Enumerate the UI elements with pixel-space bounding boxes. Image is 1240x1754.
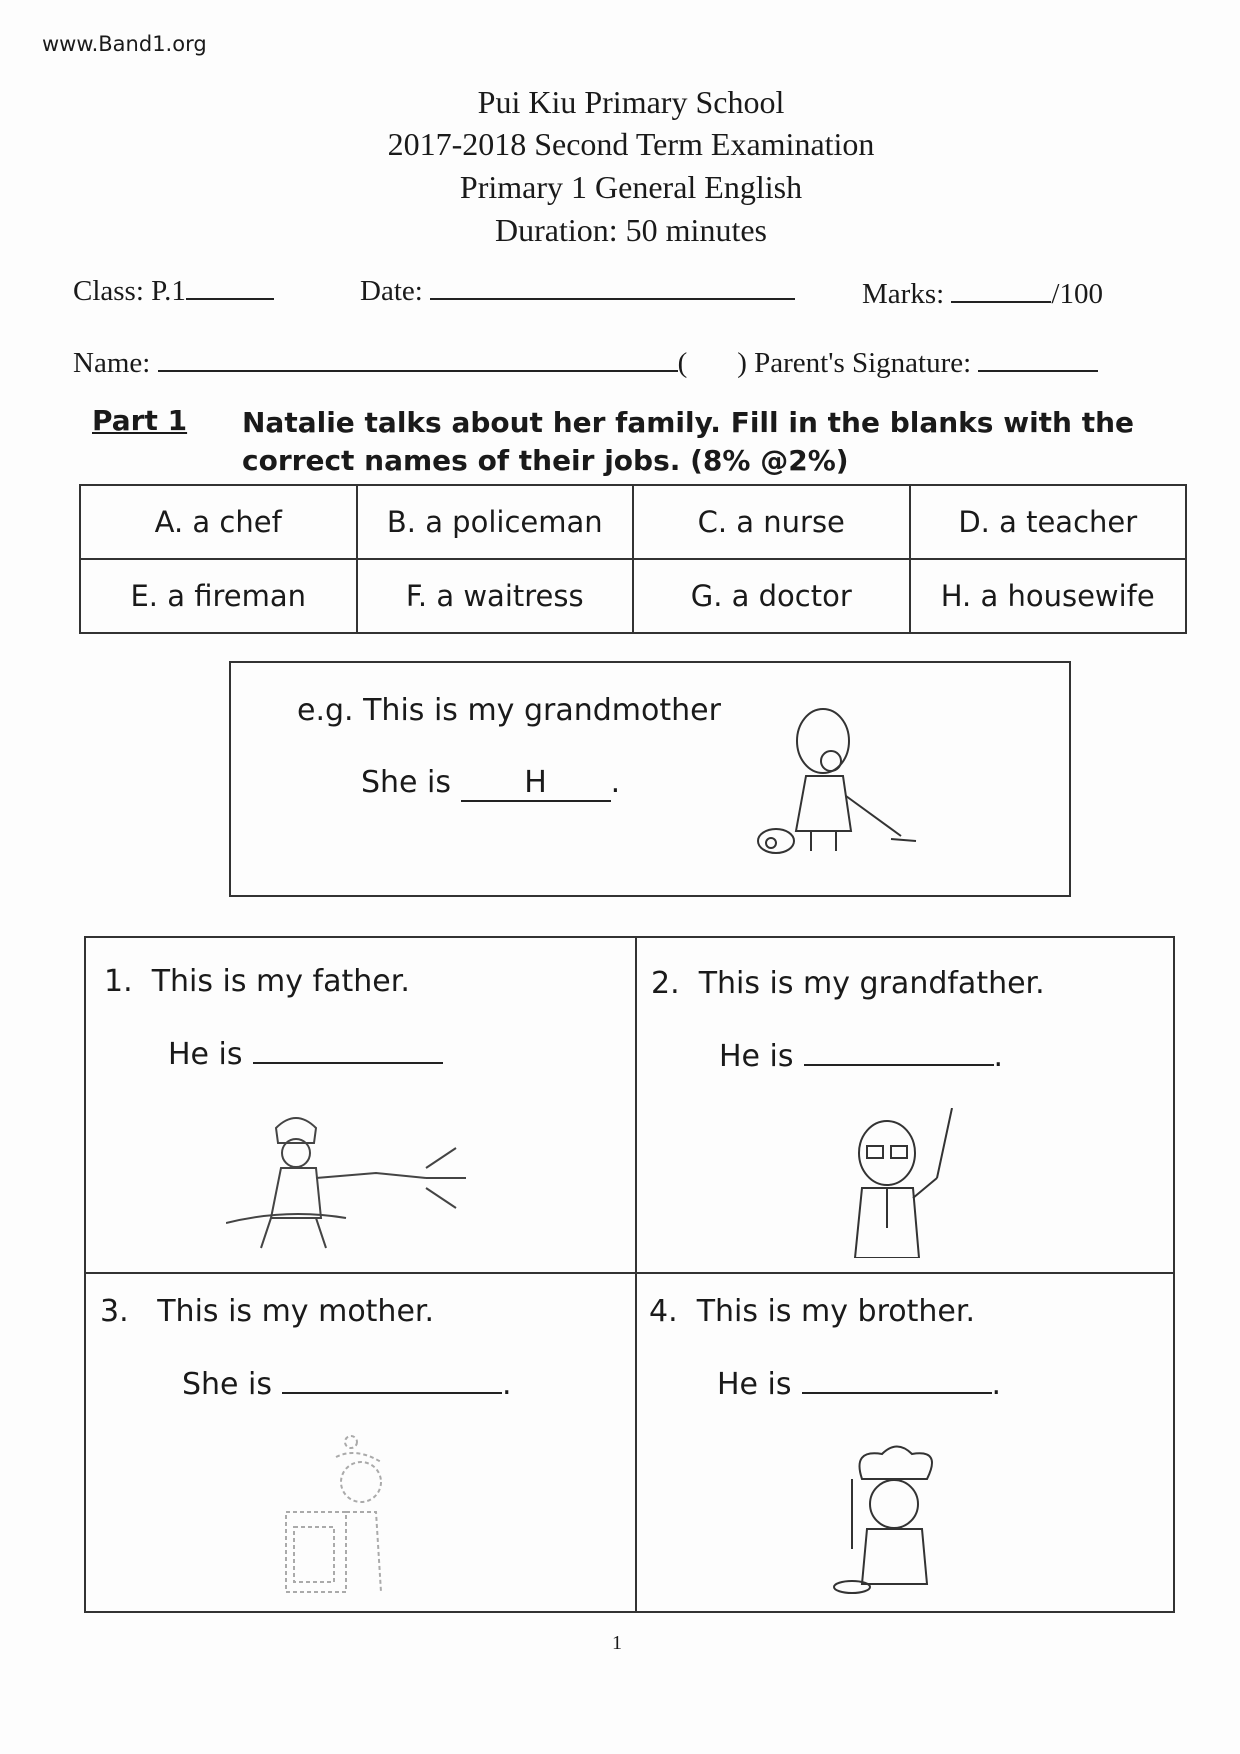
- class-number-open: (: [677, 347, 688, 379]
- question-end: .: [502, 1367, 512, 1402]
- option-cell: C. a nurse: [633, 485, 910, 559]
- question-prompt: He is: [168, 1037, 243, 1072]
- option-cell: D. a teacher: [910, 485, 1187, 559]
- teacher-illustration: [837, 1108, 967, 1258]
- job-options-table: [79, 484, 1187, 634]
- question-4: [637, 1274, 1173, 1611]
- watermark: www.Band1.org: [42, 32, 207, 56]
- question-text: This is my father.: [151, 964, 410, 999]
- part-label: Part 1: [92, 404, 188, 437]
- example-answer: H: [461, 765, 611, 802]
- marks-field[interactable]: [862, 277, 1103, 311]
- question-1: [86, 938, 635, 1272]
- question-prompt: He is: [719, 1039, 794, 1074]
- example-prompt: She is: [361, 765, 452, 800]
- answer-blank[interactable]: [253, 1036, 443, 1064]
- example-answer-line: [361, 765, 620, 802]
- answer-blank[interactable]: [804, 1038, 994, 1066]
- answer-blank[interactable]: [802, 1366, 992, 1394]
- housewife-vacuum-illustration: [751, 701, 931, 861]
- option-cell: H. a housewife: [910, 559, 1187, 633]
- chef-illustration: [822, 1439, 962, 1599]
- page-number: 1: [612, 1632, 622, 1654]
- question-text: This is my brother.: [696, 1294, 975, 1329]
- option-cell: G. a doctor: [633, 559, 910, 633]
- question-2: [637, 938, 1173, 1272]
- option-cell: E. a fireman: [80, 559, 357, 633]
- date-label: Date:: [360, 275, 423, 307]
- class-label: Class: P.1: [73, 275, 186, 307]
- name-field[interactable]: [73, 346, 1098, 380]
- question-end: .: [991, 1367, 1002, 1402]
- example-box: [229, 661, 1071, 897]
- question-text: This is my mother.: [157, 1294, 435, 1329]
- question-number: 3.: [100, 1294, 129, 1329]
- question-prompt: She is: [182, 1367, 273, 1402]
- marks-label: Marks:: [862, 278, 945, 310]
- option-cell: B. a policeman: [357, 485, 634, 559]
- example-sentence: e.g. This is my grandmother: [297, 693, 721, 728]
- subject: Primary 1 General English: [459, 169, 803, 205]
- example-end: .: [610, 765, 621, 800]
- nurse-illustration: [276, 1432, 426, 1597]
- name-label: Name:: [73, 347, 151, 379]
- questions-grid: [84, 936, 1175, 1613]
- option-cell: A. a chef: [80, 485, 357, 559]
- exam-title: 2017-2018 Second Term Examination: [387, 126, 875, 162]
- option-cell: F. a waitress: [357, 559, 634, 633]
- part-instruction: Natalie talks about her family. Fill in the blanks with the correct names of their jobs. (8% @2%): [242, 406, 1135, 477]
- class-field[interactable]: [73, 274, 274, 308]
- question-prompt: He is: [717, 1367, 792, 1402]
- duration: Duration: 50 minutes: [495, 212, 767, 248]
- marks-total: /100: [1051, 278, 1103, 310]
- question-3: [86, 1274, 635, 1611]
- date-field[interactable]: [360, 274, 795, 308]
- answer-blank[interactable]: [282, 1366, 502, 1394]
- parent-signature-label: ) Parent's Signature:: [737, 347, 972, 379]
- fireman-illustration: [226, 1108, 486, 1258]
- question-number: 2.: [651, 966, 680, 1001]
- question-number: 1.: [104, 964, 133, 999]
- question-number: 4.: [649, 1294, 678, 1329]
- question-text: This is my grandfather.: [698, 966, 1045, 1001]
- school-name: Pui Kiu Primary School: [477, 84, 785, 120]
- question-end: .: [993, 1039, 1004, 1074]
